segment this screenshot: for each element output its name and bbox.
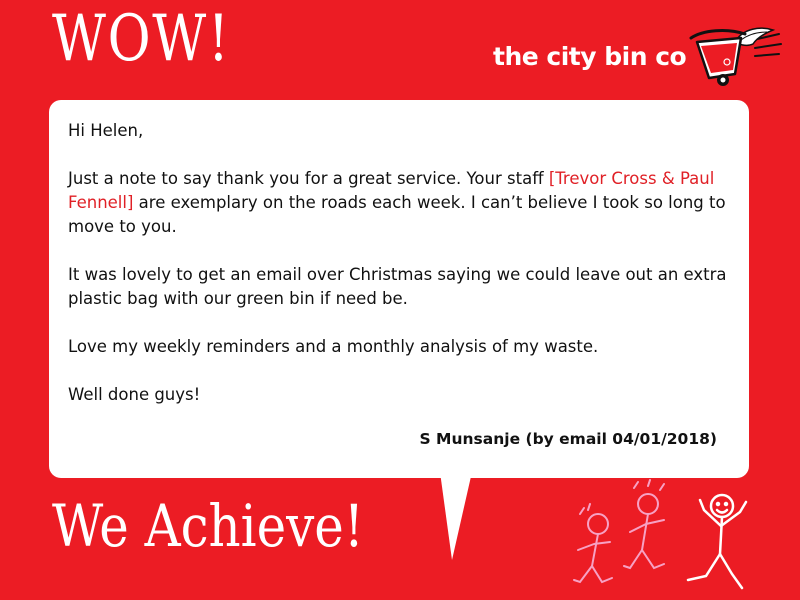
we-achieve-tagline: We Achieve! [52,492,364,560]
paragraph-reminders: Love my weekly reminders and a monthly analysis of my waste. [68,337,599,356]
paragraph-christmas: It was lovely to get an email over Christmas saying we could leave out an extra plastic bag with our green bin if need be. [68,265,727,308]
paragraph-thanks-text-end: are exemplary on the roads each week. I can’t believe I took so long to move to you. [68,193,726,236]
paragraph-thanks [68,167,733,239]
brand-name: the city bin co [493,42,687,71]
paragraph-thanks-text: Just a note to say thank you for a great service. Your staff [68,169,549,188]
greeting: Hi Helen, [68,121,144,140]
closing-line: Well done guys! [68,385,201,404]
winged-wheelie-bin-icon [683,24,783,88]
testimonial-letter [68,119,733,431]
cheering-stick-figures-icon [560,470,800,600]
staff-names: [Trevor Cross & Paul Fennell] [68,169,715,212]
signature: S Munsanje (by email 04/01/2018) [419,430,717,448]
wow-headline: WOW! [52,2,231,76]
